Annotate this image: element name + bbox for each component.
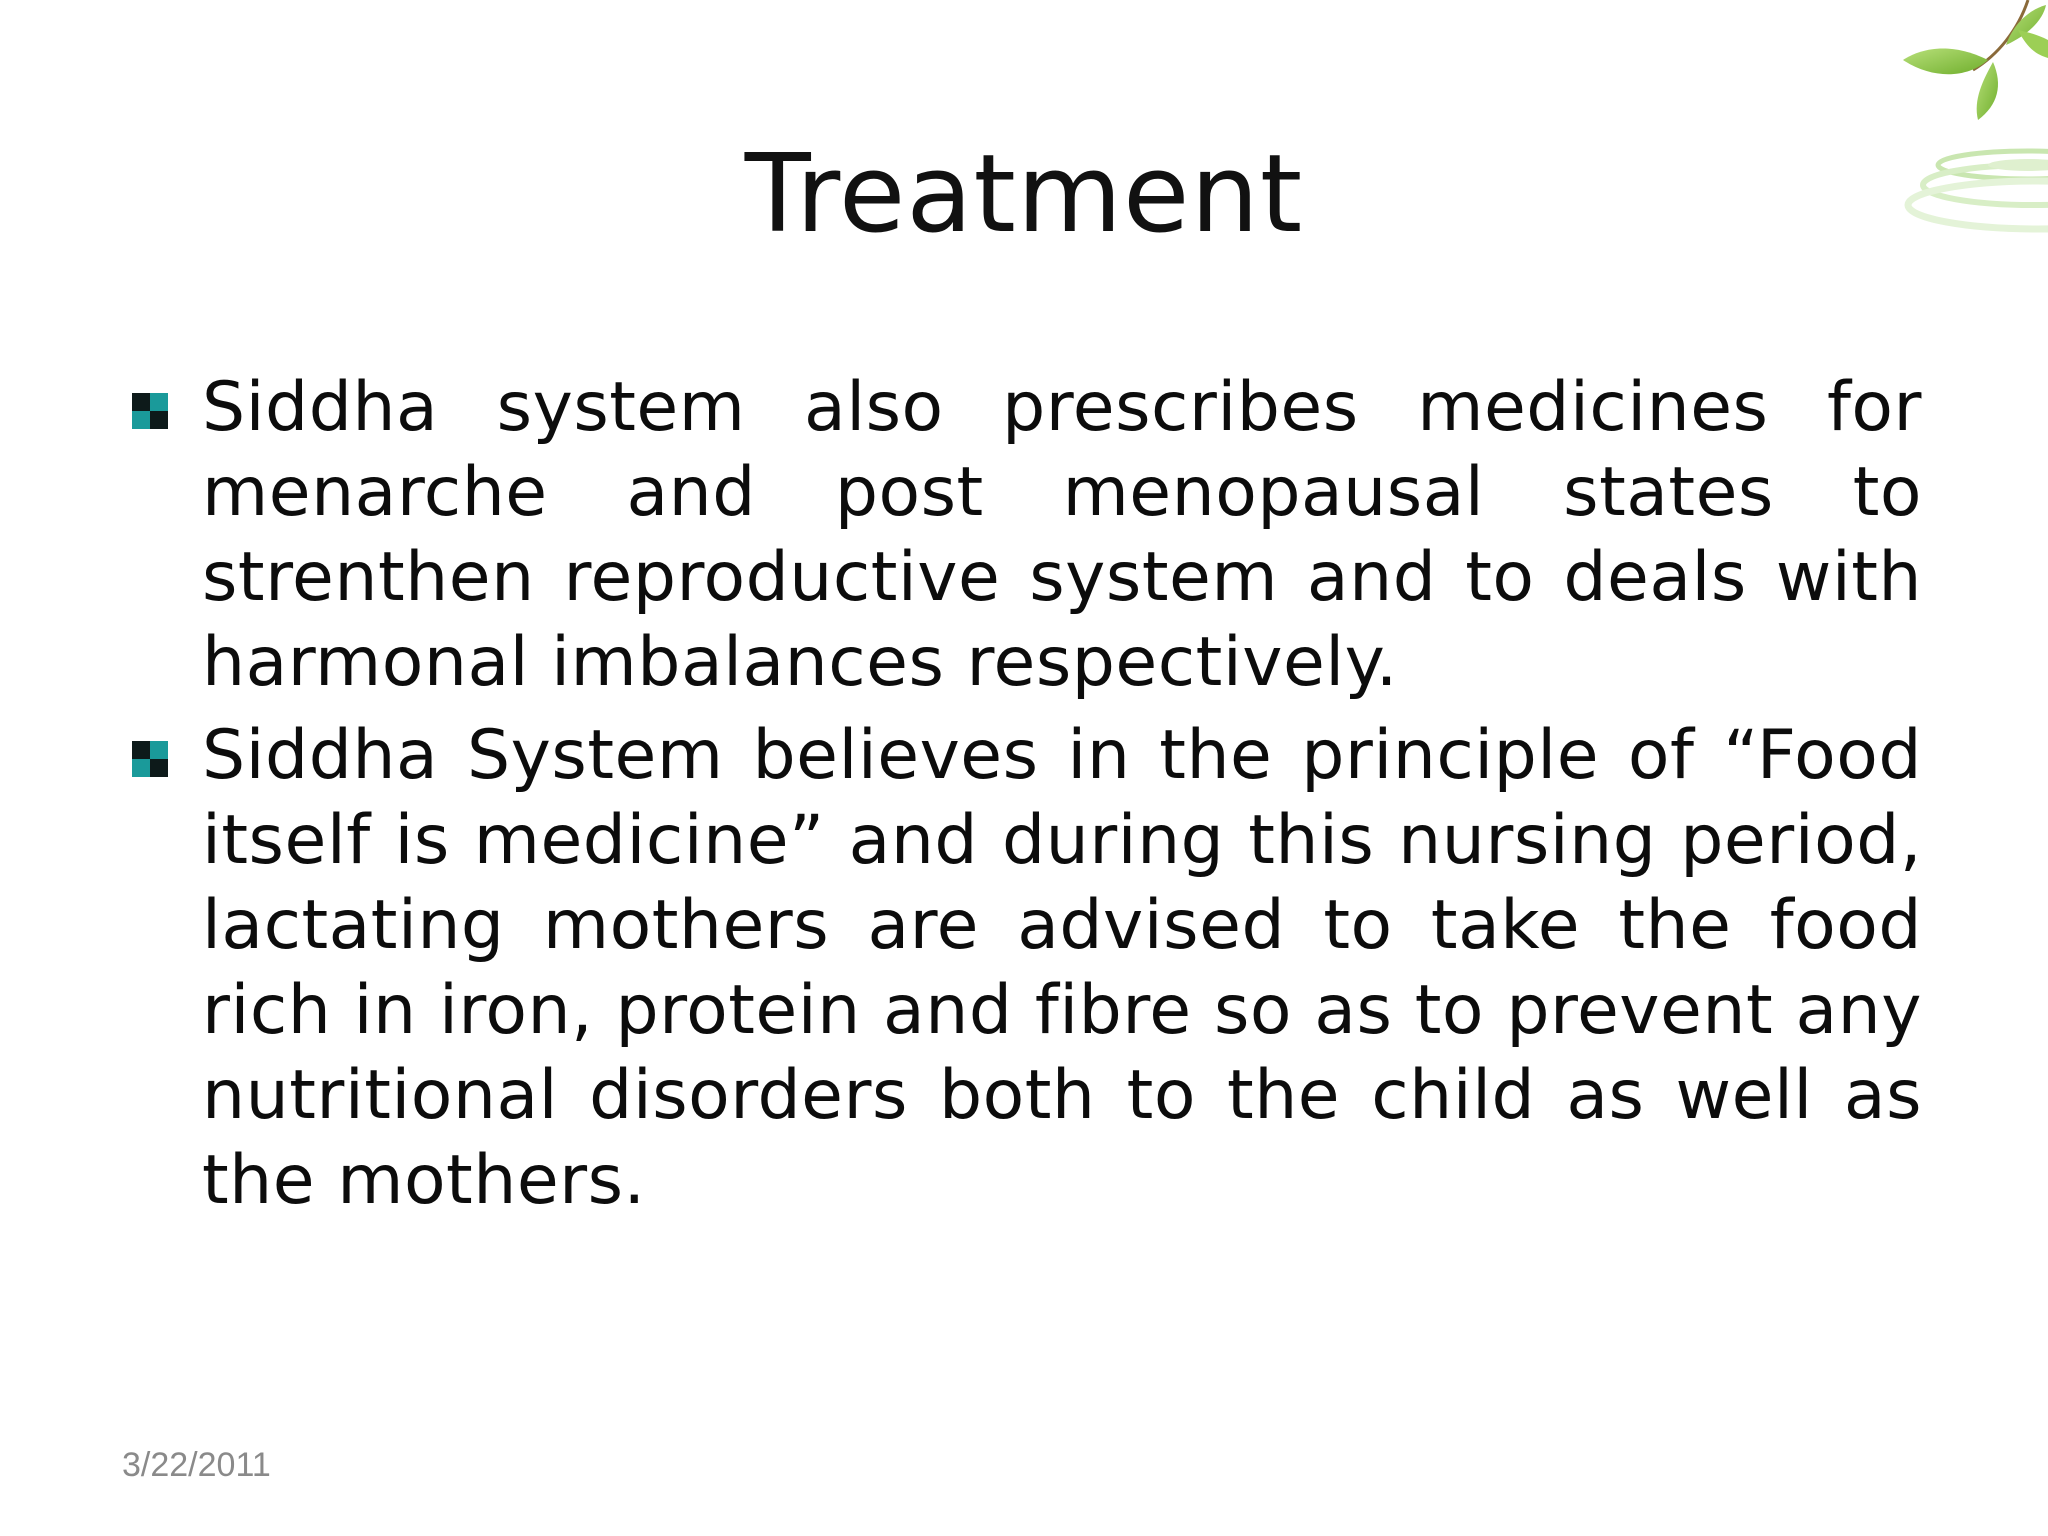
checkered-square-bullet-icon [132, 741, 168, 777]
bullet-text: Siddha system also prescribes medicines for menarche and post menopausal states to strenthen reproductive system and to deals with harmonal imbalances respectively. [202, 368, 1922, 702]
footer-date: 3/22/2011 [122, 1446, 271, 1484]
checkered-square-bullet-icon [132, 393, 168, 429]
bullet-item-food-medicine [132, 713, 1922, 1223]
slide-title: Treatment [744, 132, 1304, 257]
bullet-list [132, 365, 1922, 1231]
bullet-text: Siddha System believes in the principle of “Food itself is medicine” and during this nursing period, lactating mothers are advised to take the food rich in iron, protein and fibre so as to prevent any nutritional disorders both to the child as well as the mothers. [202, 716, 1922, 1220]
bullet-item-siddha-medicines [132, 365, 1922, 705]
